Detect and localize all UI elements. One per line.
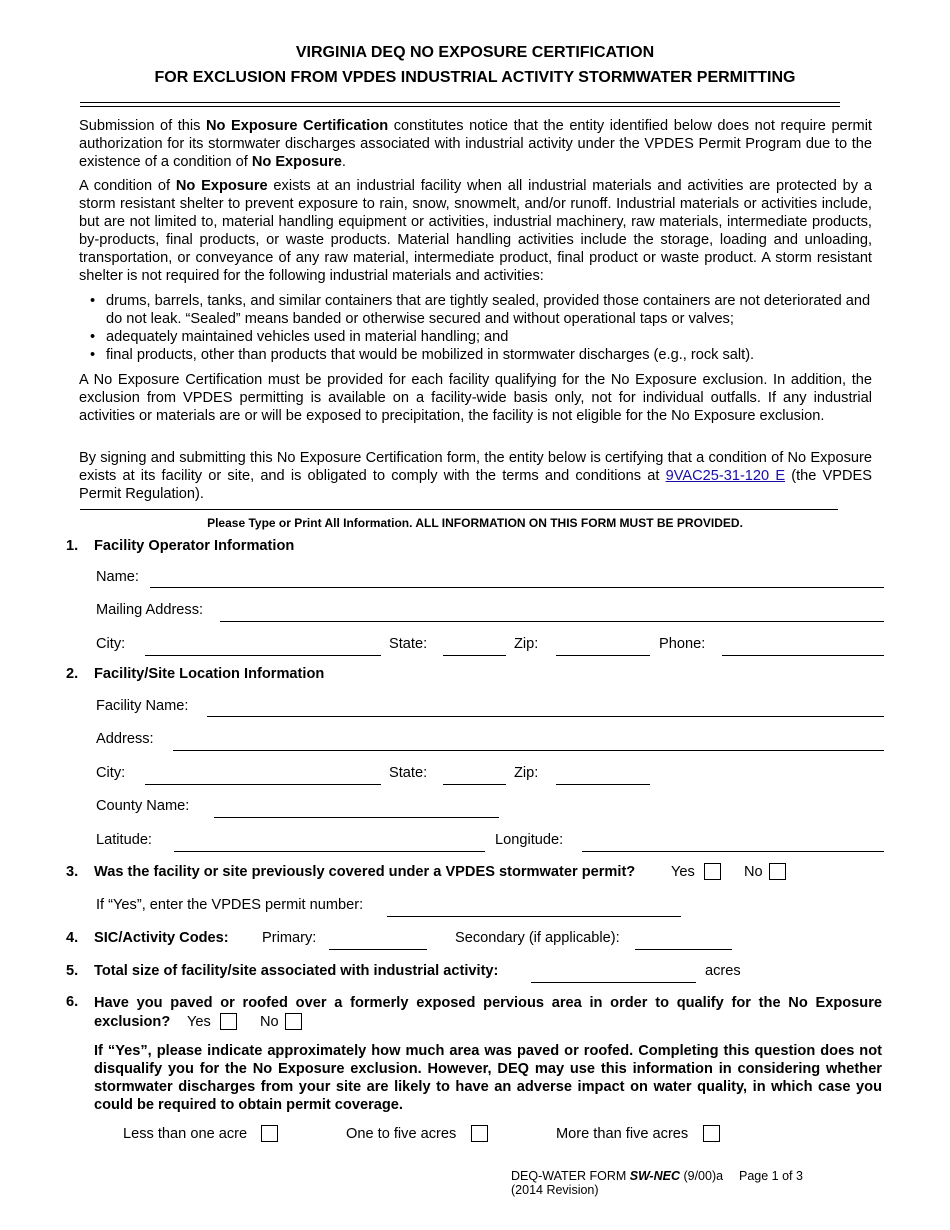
permit-number-label: If “Yes”, enter the VPDES permit number: <box>96 897 364 913</box>
latitude-field[interactable] <box>174 851 485 852</box>
facility-state-field[interactable] <box>443 784 506 785</box>
facility-state-label: State: <box>389 765 428 781</box>
instructions: Please Type or Print All Information. ALL INFORMATION ON THIS FORM MUST BE PROVIDED. <box>207 516 743 530</box>
section-5-question: Total size of facility/site associated with industrial activity: <box>94 963 499 979</box>
header-rule-top <box>80 102 840 103</box>
section-3-yes-checkbox[interactable] <box>704 863 721 880</box>
operator-zip-label: Zip: <box>514 636 539 652</box>
facility-zip-label: Zip: <box>514 765 539 781</box>
operator-name-label: Name: <box>96 569 139 585</box>
section-6-question-line1: Have you paved or roofed over a formerly exposed pervious area in order to qualify for the No Exposure <box>94 995 882 1011</box>
exemption-list <box>90 292 880 364</box>
regulation-link[interactable]: 9VAC25-31-120 E <box>665 468 786 484</box>
exemption-item: • final products, other than products that would be mobilized in stormwater discharges (e.g., rock salt). <box>90 346 880 364</box>
facility-address-label: Address: <box>96 731 154 747</box>
longitude-label: Longitude: <box>495 832 564 848</box>
section-6-no-label: No <box>260 1014 279 1030</box>
section-4-number: 4. <box>66 930 79 946</box>
facility-name-label: Facility Name: <box>96 698 189 714</box>
section-3-no-label: No <box>744 864 763 880</box>
form-number: DEQ-WATER FORM SW-NEC (9/00)a <box>511 1169 724 1183</box>
section-3-number: 3. <box>66 864 79 880</box>
operator-state-field[interactable] <box>443 655 506 656</box>
section-4-title: SIC/Activity Codes: <box>94 930 229 946</box>
less-than-one-acre-checkbox[interactable] <box>261 1125 278 1142</box>
intro-paragraph-4: By signing and submitting this No Exposure Certification form, the entity below is certifying that a condition of No Exposure exists at its facility or site, and is obligated to comply with the terms and conditions at 9VAC25-31-120 E (the VPDES Permit Regulation). <box>79 450 872 502</box>
less-than-one-acre-label: Less than one acre <box>123 1126 248 1142</box>
operator-phone-label: Phone: <box>659 636 706 652</box>
latitude-label: Latitude: <box>96 832 152 848</box>
one-to-five-acres-label: One to five acres <box>346 1126 457 1142</box>
operator-state-label: State: <box>389 636 428 652</box>
facility-city-label: City: <box>96 765 126 781</box>
primary-sic-label: Primary: <box>262 930 317 946</box>
section-3-no-checkbox[interactable] <box>769 863 786 880</box>
section-6-note: If “Yes”, please indicate approximately how much area was paved or roofed. Completing this question does not disqualify you for the No Exposure exclusion. However, DEQ may use this information in considering whether stormwater discharges from your site are likely to have an adverse impact on water quality, in which case you could be required to obtain permit coverage. <box>94 1043 882 1113</box>
section-3-question: Was the facility or site previously covered under a VPDES stormwater permit? <box>94 864 636 880</box>
total-size-field[interactable] <box>531 982 696 983</box>
section-6-number: 6. <box>66 994 79 1010</box>
permit-number-field[interactable] <box>387 916 681 917</box>
intro-paragraph-1: Submission of this No Exposure Certification constitutes notice that the entity identified below does not require permit authorization for its stormwater discharges associated with industrial activity under the VPDES Permit Program due to the existence of a condition of No Exposure. <box>79 118 872 170</box>
exemption-item: • adequately maintained vehicles used in material handling; and <box>90 328 880 346</box>
form-title-line2: FOR EXCLUSION FROM VPDES INDUSTRIAL ACTIVITY STORMWATER PERMITTING <box>154 69 796 86</box>
instructions-rule <box>80 509 838 510</box>
exemption-item: • drums, barrels, tanks, and similar containers that are tightly sealed, provided those containers are not deteriorated and do not leak. “Sealed” means banded or otherwise secured and without operational taps or valves; <box>90 292 880 328</box>
operator-zip-field[interactable] <box>556 655 650 656</box>
operator-name-field[interactable] <box>150 587 884 588</box>
section-1-number: 1. <box>66 538 79 554</box>
section-2-number: 2. <box>66 666 79 682</box>
longitude-field[interactable] <box>582 851 884 852</box>
section-6-question-line2: exclusion? <box>94 1014 171 1030</box>
mailing-address-field[interactable] <box>220 621 884 622</box>
form-title-line1: VIRGINIA DEQ NO EXPOSURE CERTIFICATION <box>295 44 655 61</box>
mailing-address-label: Mailing Address: <box>96 602 204 618</box>
county-name-label: County Name: <box>96 798 190 814</box>
operator-city-label: City: <box>96 636 126 652</box>
section-5-number: 5. <box>66 963 79 979</box>
section-6-yes-label: Yes <box>187 1014 211 1030</box>
section-6-no-checkbox[interactable] <box>285 1013 302 1030</box>
facility-address-field[interactable] <box>173 750 884 751</box>
section-1-title: Facility Operator Information <box>94 538 295 554</box>
operator-phone-field[interactable] <box>722 655 884 656</box>
secondary-sic-label: Secondary (if applicable): <box>455 930 620 946</box>
primary-sic-field[interactable] <box>329 949 427 950</box>
facility-city-field[interactable] <box>145 784 381 785</box>
intro-paragraph-3: A No Exposure Certification must be provided for each facility qualifying for the No Exposure exclusion. In addition, the exclusion from VPDES permitting is available on a facility-wide basis only, not for individual outfalls. If any industrial activities or materials are or will be exposed to precipitation, the facility is not eligible for the No Exposure exclusion. <box>79 372 872 424</box>
facility-zip-field[interactable] <box>556 784 650 785</box>
page-number: Page 1 of 3 <box>739 1169 803 1183</box>
section-3-yes-label: Yes <box>671 864 695 880</box>
acres-unit-label: acres <box>705 963 741 979</box>
revision-note: (2014 Revision) <box>511 1183 599 1197</box>
facility-name-field[interactable] <box>207 716 884 717</box>
more-than-five-acres-label: More than five acres <box>556 1126 689 1142</box>
more-than-five-acres-checkbox[interactable] <box>703 1125 720 1142</box>
section-2-title: Facility/Site Location Information <box>94 666 325 682</box>
county-name-field[interactable] <box>214 817 499 818</box>
section-6-yes-checkbox[interactable] <box>220 1013 237 1030</box>
secondary-sic-field[interactable] <box>635 949 732 950</box>
one-to-five-acres-checkbox[interactable] <box>471 1125 488 1142</box>
intro-paragraph-2: A condition of No Exposure exists at an industrial facility when all industrial materials and activities are protected by a storm resistant shelter to prevent exposure to rain, snow, snowmelt, and/or runoff. Industrial materials or activities include, but are not limited to, material handling equipment or activities, industrial machinery, raw materials, intermediate products, by-products, final products, or waste products. Material handling activities include the storage, loading and unloading, transportation, or conveyance of any raw material, intermediate product, final product or waste product. A storm resistant shelter is not required for the following industrial materials and activities: <box>79 178 872 284</box>
operator-city-field[interactable] <box>145 655 381 656</box>
header-rule-bottom <box>80 106 840 107</box>
